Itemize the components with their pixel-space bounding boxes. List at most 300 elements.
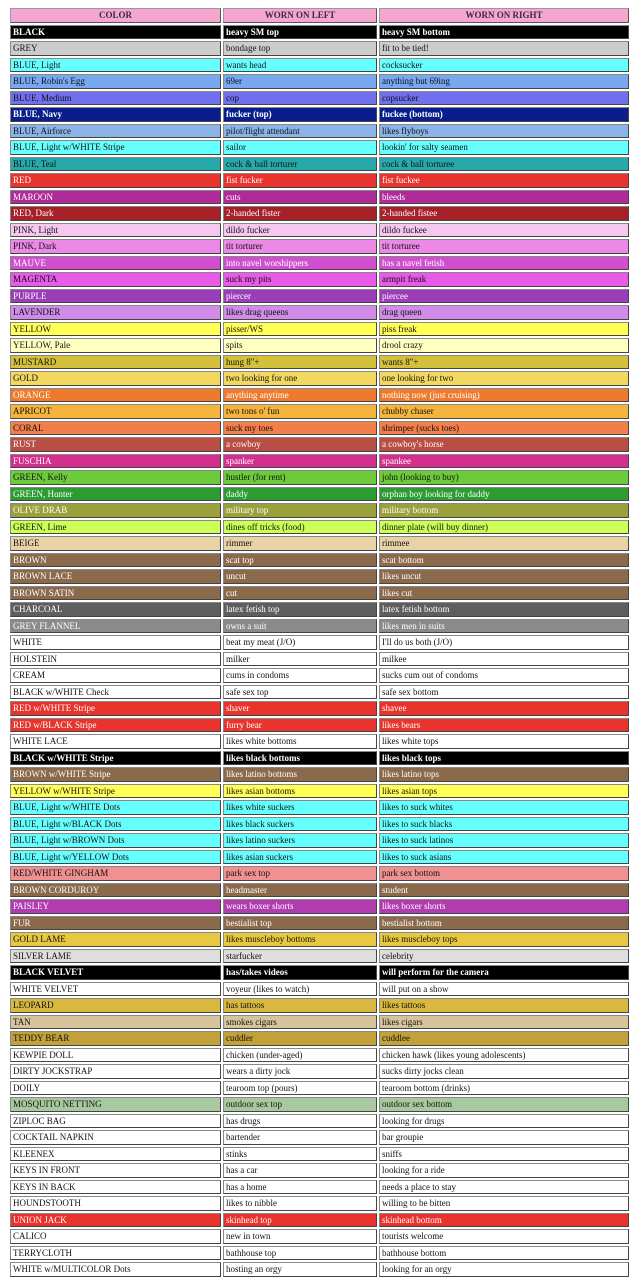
worn-on-right-cell: skinhead bottom xyxy=(379,1213,629,1228)
worn-on-left-cell: wears a dirty jock xyxy=(223,1064,377,1079)
worn-on-right-cell: one looking for two xyxy=(379,371,629,386)
worn-on-left-cell: likes to nibble xyxy=(223,1196,377,1211)
table-row xyxy=(10,586,629,601)
table-row xyxy=(10,322,629,337)
worn-on-left-cell: into navel worshippers xyxy=(223,256,377,271)
worn-on-right-cell: celebrity xyxy=(379,949,629,964)
color-cell: WHITE LACE xyxy=(10,734,221,749)
worn-on-right-cell: tit torturee xyxy=(379,239,629,254)
table-header xyxy=(10,8,629,23)
table-row xyxy=(10,1229,629,1244)
color-cell: YELLOW w/WHITE Stripe xyxy=(10,784,221,799)
worn-on-right-cell: bar groupie xyxy=(379,1130,629,1145)
table-row xyxy=(10,1031,629,1046)
worn-on-right-cell: likes men in suits xyxy=(379,619,629,634)
table-row xyxy=(10,421,629,436)
color-cell: BLACK VELVET xyxy=(10,965,221,980)
worn-on-left-cell: wears boxer shorts xyxy=(223,899,377,914)
worn-on-right-cell: orphan boy looking for daddy xyxy=(379,487,629,502)
worn-on-left-cell: bestialist top xyxy=(223,916,377,931)
worn-on-left-cell: 2-handed fister xyxy=(223,206,377,221)
worn-on-right-cell: likes to suck latinos xyxy=(379,833,629,848)
worn-on-left-cell: outdoor sex top xyxy=(223,1097,377,1112)
worn-on-right-cell: drag queen xyxy=(379,305,629,320)
table-row xyxy=(10,487,629,502)
color-cell: WHITE VELVET xyxy=(10,982,221,997)
color-cell: WHITE w/MULTICOLOR Dots xyxy=(10,1262,221,1277)
worn-on-right-cell: likes uncut xyxy=(379,569,629,584)
worn-on-left-cell: likes white suckers xyxy=(223,800,377,815)
table-row xyxy=(10,41,629,56)
color-cell: GREY FLANNEL xyxy=(10,619,221,634)
color-cell: BROWN xyxy=(10,553,221,568)
color-cell: GREEN, Kelly xyxy=(10,470,221,485)
worn-on-left-cell: bondage top xyxy=(223,41,377,56)
table-row xyxy=(10,866,629,881)
table-row xyxy=(10,998,629,1013)
worn-on-left-cell: bartender xyxy=(223,1130,377,1145)
table-row xyxy=(10,338,629,353)
color-cell: TERRYCLOTH xyxy=(10,1246,221,1261)
color-cell: HOLSTEIN xyxy=(10,652,221,667)
worn-on-left-cell: spanker xyxy=(223,454,377,469)
worn-on-right-cell: drool crazy xyxy=(379,338,629,353)
header-row xyxy=(10,8,629,23)
table-row xyxy=(10,107,629,122)
worn-on-right-cell: will perform for the camera xyxy=(379,965,629,980)
worn-on-left-cell: has/takes videos xyxy=(223,965,377,980)
worn-on-left-cell: pilot/flight attendant xyxy=(223,124,377,139)
color-cell: GOLD LAME xyxy=(10,932,221,947)
color-cell: SILVER LAME xyxy=(10,949,221,964)
table-row xyxy=(10,1081,629,1096)
worn-on-right-cell: likes black tops xyxy=(379,751,629,766)
color-cell: CORAL xyxy=(10,421,221,436)
worn-on-left-cell: cock & ball torturer xyxy=(223,157,377,172)
table-row xyxy=(10,305,629,320)
worn-on-left-cell: suck my toes xyxy=(223,421,377,436)
color-cell: BLUE, Light w/WHITE Dots xyxy=(10,800,221,815)
worn-on-left-cell: smokes cigars xyxy=(223,1015,377,1030)
table-row xyxy=(10,1097,629,1112)
color-cell: YELLOW, Pale xyxy=(10,338,221,353)
color-cell: RED, Dark xyxy=(10,206,221,221)
worn-on-left-cell: tit torturer xyxy=(223,239,377,254)
worn-on-right-cell: tourists welcome xyxy=(379,1229,629,1244)
table-row xyxy=(10,652,629,667)
color-cell: BLUE, Light w/WHITE Stripe xyxy=(10,140,221,155)
table-row xyxy=(10,272,629,287)
worn-on-left-cell: starfucker xyxy=(223,949,377,964)
worn-on-right-cell: armpit freak xyxy=(379,272,629,287)
worn-on-left-cell: pisser/WS xyxy=(223,322,377,337)
worn-on-left-cell: likes white bottoms xyxy=(223,734,377,749)
worn-on-right-cell: likes cut xyxy=(379,586,629,601)
header-color: COLOR xyxy=(10,8,221,23)
color-cell: BLUE, Navy xyxy=(10,107,221,122)
worn-on-left-cell: cums in condoms xyxy=(223,668,377,683)
worn-on-left-cell: hosting an orgy xyxy=(223,1262,377,1277)
table-row xyxy=(10,833,629,848)
table-row xyxy=(10,503,629,518)
worn-on-left-cell: cop xyxy=(223,91,377,106)
worn-on-right-cell: cocksucker xyxy=(379,58,629,73)
table-row xyxy=(10,25,629,40)
color-cell: HOUNDSTOOTH xyxy=(10,1196,221,1211)
worn-on-right-cell: likes tattoos xyxy=(379,998,629,1013)
worn-on-left-cell: rimmer xyxy=(223,536,377,551)
worn-on-right-cell: likes boxer shorts xyxy=(379,899,629,914)
table-row xyxy=(10,751,629,766)
color-cell: OLIVE DRAB xyxy=(10,503,221,518)
table-row xyxy=(10,371,629,386)
table-row xyxy=(10,470,629,485)
worn-on-left-cell: tearoom top (pours) xyxy=(223,1081,377,1096)
table-row xyxy=(10,619,629,634)
table-row xyxy=(10,569,629,584)
table-row xyxy=(10,124,629,139)
table-row xyxy=(10,173,629,188)
worn-on-right-cell: chicken hawk (likes young adolescents) xyxy=(379,1048,629,1063)
worn-on-left-cell: chicken (under-aged) xyxy=(223,1048,377,1063)
color-cell: LEOPARD xyxy=(10,998,221,1013)
table-row xyxy=(10,1196,629,1211)
worn-on-right-cell: latex fetish bottom xyxy=(379,602,629,617)
color-cell: BLUE, Teal xyxy=(10,157,221,172)
worn-on-left-cell: latex fetish top xyxy=(223,602,377,617)
table-row xyxy=(10,454,629,469)
worn-on-left-cell: suck my pits xyxy=(223,272,377,287)
table-row xyxy=(10,932,629,947)
worn-on-right-cell: looking for drugs xyxy=(379,1114,629,1129)
worn-on-left-cell: wants head xyxy=(223,58,377,73)
table-row xyxy=(10,388,629,403)
color-cell: BLUE, Light w/BROWN Dots xyxy=(10,833,221,848)
table-row xyxy=(10,850,629,865)
worn-on-left-cell: safe sex top xyxy=(223,685,377,700)
color-cell: GREEN, Hunter xyxy=(10,487,221,502)
worn-on-right-cell: likes flyboys xyxy=(379,124,629,139)
worn-on-left-cell: beat my meat (J/O) xyxy=(223,635,377,650)
color-cell: PURPLE xyxy=(10,289,221,304)
color-cell: MUSTARD xyxy=(10,355,221,370)
worn-on-left-cell: bathhouse top xyxy=(223,1246,377,1261)
color-cell: YELLOW xyxy=(10,322,221,337)
worn-on-right-cell: wants 8"+ xyxy=(379,355,629,370)
table-row xyxy=(10,635,629,650)
color-cell: PAISLEY xyxy=(10,899,221,914)
table-row xyxy=(10,223,629,238)
table-row xyxy=(10,1180,629,1195)
table-row xyxy=(10,965,629,980)
worn-on-right-cell: outdoor sex bottom xyxy=(379,1097,629,1112)
worn-on-left-cell: headmaster xyxy=(223,883,377,898)
worn-on-right-cell: bleeds xyxy=(379,190,629,205)
worn-on-right-cell: scat bottom xyxy=(379,553,629,568)
table-row xyxy=(10,520,629,535)
worn-on-right-cell: dildo fuckee xyxy=(379,223,629,238)
worn-on-right-cell: milkee xyxy=(379,652,629,667)
worn-on-left-cell: fist fucker xyxy=(223,173,377,188)
worn-on-left-cell: cuddler xyxy=(223,1031,377,1046)
table-row xyxy=(10,718,629,733)
worn-on-right-cell: sniffs xyxy=(379,1147,629,1162)
worn-on-left-cell: has drugs xyxy=(223,1114,377,1129)
color-cell: KEYS IN FRONT xyxy=(10,1163,221,1178)
color-cell: BROWN LACE xyxy=(10,569,221,584)
worn-on-right-cell: likes to suck asians xyxy=(379,850,629,865)
worn-on-left-cell: daddy xyxy=(223,487,377,502)
worn-on-left-cell: hustler (for rent) xyxy=(223,470,377,485)
color-cell: RED w/BLACK Stripe xyxy=(10,718,221,733)
worn-on-right-cell: fist fuckee xyxy=(379,173,629,188)
color-cell: BLUE, Robin's Egg xyxy=(10,74,221,89)
worn-on-left-cell: stinks xyxy=(223,1147,377,1162)
worn-on-right-cell: likes white tops xyxy=(379,734,629,749)
worn-on-left-cell: spits xyxy=(223,338,377,353)
table-row xyxy=(10,1147,629,1162)
color-cell: UNION JACK xyxy=(10,1213,221,1228)
color-cell: APRICOT xyxy=(10,404,221,419)
worn-on-left-cell: cuts xyxy=(223,190,377,205)
color-cell: DIRTY JOCKSTRAP xyxy=(10,1064,221,1079)
worn-on-right-cell: military bottom xyxy=(379,503,629,518)
color-code-table xyxy=(8,6,631,1279)
worn-on-right-cell: likes cigars xyxy=(379,1015,629,1030)
table-row xyxy=(10,289,629,304)
color-cell: ORANGE xyxy=(10,388,221,403)
color-cell: BLUE, Light w/YELLOW Dots xyxy=(10,850,221,865)
worn-on-left-cell: skinhead top xyxy=(223,1213,377,1228)
worn-on-right-cell: likes asian tops xyxy=(379,784,629,799)
worn-on-left-cell: sailor xyxy=(223,140,377,155)
color-cell: BLUE, Light xyxy=(10,58,221,73)
worn-on-left-cell: fucker (top) xyxy=(223,107,377,122)
table-row xyxy=(10,190,629,205)
worn-on-right-cell: shavee xyxy=(379,701,629,716)
table-row xyxy=(10,899,629,914)
header-worn-on-left: WORN ON LEFT xyxy=(223,8,377,23)
color-cell: KEYS IN BACK xyxy=(10,1180,221,1195)
color-cell: DOILY xyxy=(10,1081,221,1096)
table-row xyxy=(10,140,629,155)
table-row xyxy=(10,1048,629,1063)
worn-on-right-cell: sucks dirty jocks clean xyxy=(379,1064,629,1079)
worn-on-left-cell: furry bear xyxy=(223,718,377,733)
color-cell: BLUE, Medium xyxy=(10,91,221,106)
color-cell: BEIGE xyxy=(10,536,221,551)
worn-on-left-cell: likes black suckers xyxy=(223,817,377,832)
worn-on-right-cell: shrimper (sucks toes) xyxy=(379,421,629,436)
worn-on-right-cell: fit to be tied! xyxy=(379,41,629,56)
color-cell: BLUE, Airforce xyxy=(10,124,221,139)
worn-on-right-cell: bestialist bottom xyxy=(379,916,629,931)
worn-on-left-cell: likes muscleboy bottoms xyxy=(223,932,377,947)
worn-on-left-cell: has a home xyxy=(223,1180,377,1195)
worn-on-right-cell: likes bears xyxy=(379,718,629,733)
color-cell: BROWN w/WHITE Stripe xyxy=(10,767,221,782)
color-cell: PINK, Light xyxy=(10,223,221,238)
color-cell: KLEENEX xyxy=(10,1147,221,1162)
worn-on-left-cell: two tons o' fun xyxy=(223,404,377,419)
worn-on-right-cell: piercee xyxy=(379,289,629,304)
worn-on-right-cell: likes to suck whites xyxy=(379,800,629,815)
worn-on-right-cell: park sex bottom xyxy=(379,866,629,881)
color-cell: LAVENDER xyxy=(10,305,221,320)
color-cell: RUST xyxy=(10,437,221,452)
table-row xyxy=(10,1114,629,1129)
worn-on-right-cell: bathhouse bottom xyxy=(379,1246,629,1261)
color-cell: GREEN, Lime xyxy=(10,520,221,535)
worn-on-right-cell: sucks cum out of condoms xyxy=(379,668,629,683)
color-cell: FUSCHIA xyxy=(10,454,221,469)
worn-on-left-cell: owns a suit xyxy=(223,619,377,634)
color-cell: PINK, Dark xyxy=(10,239,221,254)
color-cell: TEDDY BEAR xyxy=(10,1031,221,1046)
worn-on-right-cell: dinner plate (will buy dinner) xyxy=(379,520,629,535)
table-row xyxy=(10,800,629,815)
worn-on-left-cell: park sex top xyxy=(223,866,377,881)
worn-on-left-cell: new in town xyxy=(223,1229,377,1244)
worn-on-right-cell: tearoom bottom (drinks) xyxy=(379,1081,629,1096)
worn-on-right-cell: anything but 69ing xyxy=(379,74,629,89)
table-row xyxy=(10,256,629,271)
color-cell: RED/WHITE GINGHAM xyxy=(10,866,221,881)
table-row xyxy=(10,817,629,832)
color-cell: WHITE xyxy=(10,635,221,650)
worn-on-left-cell: heavy SM top xyxy=(223,25,377,40)
table-row xyxy=(10,206,629,221)
worn-on-right-cell: john (looking to buy) xyxy=(379,470,629,485)
worn-on-right-cell: likes to suck blacks xyxy=(379,817,629,832)
color-cell: BROWN CORDUROY xyxy=(10,883,221,898)
color-cell: COCKTAIL NAPKIN xyxy=(10,1130,221,1145)
table-row xyxy=(10,553,629,568)
color-cell: MAROON xyxy=(10,190,221,205)
color-cell: CHARCOAL xyxy=(10,602,221,617)
table-body xyxy=(10,25,629,1277)
worn-on-right-cell: looking for a ride xyxy=(379,1163,629,1178)
header-worn-on-right: WORN ON RIGHT xyxy=(379,8,629,23)
table-row xyxy=(10,58,629,73)
worn-on-right-cell: likes latino tops xyxy=(379,767,629,782)
table-row xyxy=(10,1015,629,1030)
worn-on-right-cell: I'll do us both (J/O) xyxy=(379,635,629,650)
table-row xyxy=(10,685,629,700)
color-cell: ZIPLOC BAG xyxy=(10,1114,221,1129)
worn-on-right-cell: rimmee xyxy=(379,536,629,551)
color-cell: CALICO xyxy=(10,1229,221,1244)
worn-on-left-cell: likes latino suckers xyxy=(223,833,377,848)
worn-on-right-cell: fuckee (bottom) xyxy=(379,107,629,122)
worn-on-left-cell: a cowboy xyxy=(223,437,377,452)
worn-on-right-cell: safe sex bottom xyxy=(379,685,629,700)
table-row xyxy=(10,1213,629,1228)
worn-on-left-cell: shaver xyxy=(223,701,377,716)
worn-on-right-cell: cock & ball torturee xyxy=(379,157,629,172)
color-cell: TAN xyxy=(10,1015,221,1030)
color-cell: KEWPIE DOLL xyxy=(10,1048,221,1063)
worn-on-right-cell: lookin' for salty seamen xyxy=(379,140,629,155)
worn-on-left-cell: piercer xyxy=(223,289,377,304)
color-cell: MAGENTA xyxy=(10,272,221,287)
table-row xyxy=(10,404,629,419)
table-row xyxy=(10,1130,629,1145)
worn-on-right-cell: cuddlee xyxy=(379,1031,629,1046)
table-row xyxy=(10,1262,629,1277)
table-row xyxy=(10,668,629,683)
table-row xyxy=(10,767,629,782)
worn-on-right-cell: has a navel fetish xyxy=(379,256,629,271)
color-cell: FUR xyxy=(10,916,221,931)
color-cell: MAUVE xyxy=(10,256,221,271)
worn-on-right-cell: spankee xyxy=(379,454,629,469)
table-row xyxy=(10,949,629,964)
worn-on-right-cell: 2-handed fistee xyxy=(379,206,629,221)
color-cell: MOSQUITO NETTING xyxy=(10,1097,221,1112)
table-row xyxy=(10,355,629,370)
worn-on-left-cell: hung 8"+ xyxy=(223,355,377,370)
worn-on-right-cell: copsucker xyxy=(379,91,629,106)
worn-on-left-cell: 69er xyxy=(223,74,377,89)
table-row xyxy=(10,1064,629,1079)
worn-on-left-cell: likes drag queens xyxy=(223,305,377,320)
table-row xyxy=(10,437,629,452)
worn-on-left-cell: likes asian bottoms xyxy=(223,784,377,799)
worn-on-right-cell: needs a place to stay xyxy=(379,1180,629,1195)
worn-on-left-cell: likes asian suckers xyxy=(223,850,377,865)
worn-on-left-cell: likes latino bottoms xyxy=(223,767,377,782)
table-row xyxy=(10,91,629,106)
worn-on-right-cell: student xyxy=(379,883,629,898)
worn-on-left-cell: two looking for one xyxy=(223,371,377,386)
color-cell: BROWN SATIN xyxy=(10,586,221,601)
table-row xyxy=(10,784,629,799)
table-row xyxy=(10,883,629,898)
table-row xyxy=(10,701,629,716)
worn-on-right-cell: heavy SM bottom xyxy=(379,25,629,40)
worn-on-right-cell: a cowboy's horse xyxy=(379,437,629,452)
worn-on-left-cell: scat top xyxy=(223,553,377,568)
worn-on-right-cell: nothing now (just cruising) xyxy=(379,388,629,403)
color-cell: BLACK w/WHITE Check xyxy=(10,685,221,700)
worn-on-right-cell: likes muscleboy tops xyxy=(379,932,629,947)
worn-on-right-cell: piss freak xyxy=(379,322,629,337)
worn-on-left-cell: uncut xyxy=(223,569,377,584)
color-cell: RED xyxy=(10,173,221,188)
worn-on-left-cell: voyeur (likes to watch) xyxy=(223,982,377,997)
table-row xyxy=(10,1163,629,1178)
color-code-table-container xyxy=(8,6,631,1279)
worn-on-left-cell: dines off tricks (food) xyxy=(223,520,377,535)
worn-on-right-cell: looking for an orgy xyxy=(379,1262,629,1277)
worn-on-left-cell: anything anytime xyxy=(223,388,377,403)
table-row xyxy=(10,536,629,551)
table-row xyxy=(10,239,629,254)
table-row xyxy=(10,157,629,172)
table-row xyxy=(10,1246,629,1261)
worn-on-left-cell: milker xyxy=(223,652,377,667)
color-cell: RED w/WHITE Stripe xyxy=(10,701,221,716)
table-row xyxy=(10,602,629,617)
worn-on-right-cell: willing to be bitten xyxy=(379,1196,629,1211)
table-row xyxy=(10,982,629,997)
worn-on-right-cell: chubby chaser xyxy=(379,404,629,419)
color-cell: BLACK xyxy=(10,25,221,40)
table-row xyxy=(10,916,629,931)
worn-on-left-cell: dildo fucker xyxy=(223,223,377,238)
color-cell: BLUE, Light w/BLACK Dots xyxy=(10,817,221,832)
